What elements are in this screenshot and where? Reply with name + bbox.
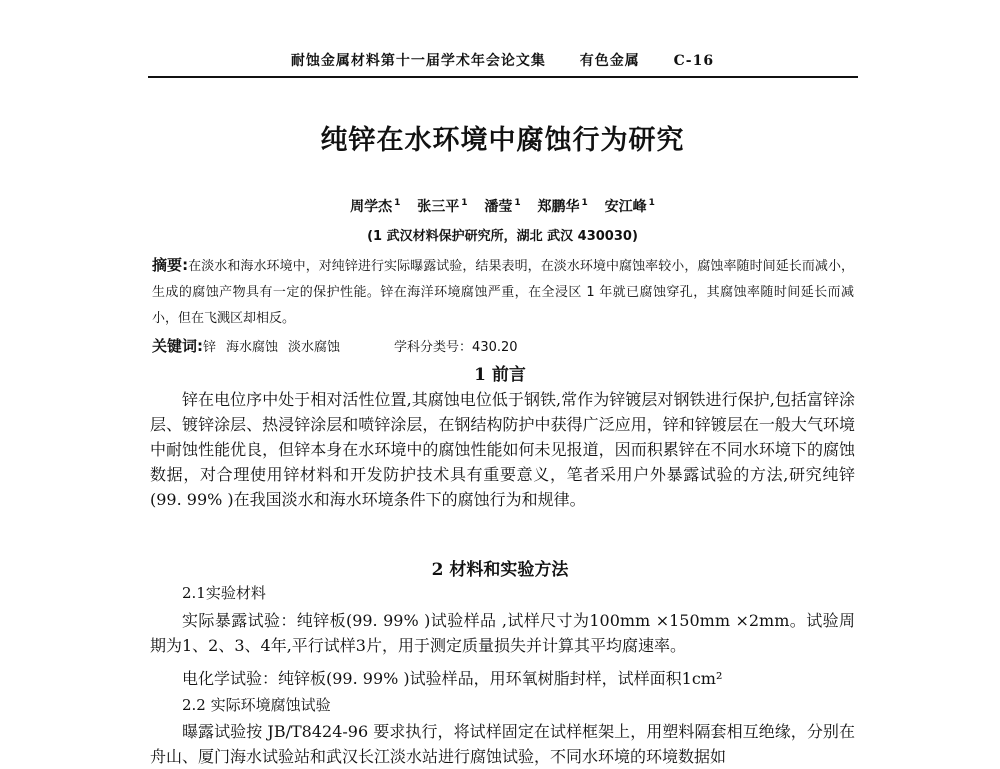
intro-paragraph: 锌在电位序中处于相对活性位置,其腐蚀电位低于钢铁,常作为锌镀层对钢铁进行保护,包括富锌涂层、镀锌涂层、热浸锌涂层和喷锌涂层，在钢结构防护中获得广泛应用，锌和锌镀层在一般大气环境中耐蚀性能优良，但锌本身在水环境中的腐蚀性能如何未见报道，因而积累锌在不同水环境下的腐蚀数据，对合理使用锌材料和开发防护技术具有重要意义，笔者采用户外暴露试验的方法,研究纯锌(99. 99% )在我国淡水和海水环境条件下的腐蚀行为和规律。 — [150, 390, 855, 509]
subsection-heading-field-test: 2.2 实际环境腐蚀试验 — [182, 696, 331, 714]
field-test-paragraph: 曝露试验按 JB/T8424-96 要求执行，将试样固定在试样框架上，用塑料隔套相互绝缘，分别在舟山、厦门海水试验站和武汉长江淡水站进行腐蚀试验，不同水环境的环境数据如 — [150, 722, 855, 766]
page-code: C-16 — [673, 53, 715, 69]
abstract-label: 摘要: — [152, 256, 189, 274]
keyword: 淡水腐蚀 — [288, 340, 341, 355]
paper-title: 纯锌在水环境中腐蚀行为研究 — [320, 125, 685, 156]
running-header — [150, 50, 855, 70]
abstract-text: 在淡水和海水环境中，对纯锌进行实际曝露试验，结果表明，在淡水环境中腐蚀率较小，腐蚀率随时间延长而减小，生成的腐蚀产物具有一定的保护性能。锌在海洋环境腐蚀严重，在全浸区 1 年就已腐蚀穿孔，其腐蚀率随时间延长而减小，但在飞溅区却相反。 — [152, 259, 854, 326]
journal-name: 耐蚀金属材料第十一届学术年会论文集 — [290, 53, 546, 69]
affiliation: (1 武汉材料保护研究所，湖北 武汉 430030) — [367, 229, 638, 244]
author: 潘莹 $^1$ — [484, 198, 521, 215]
author: 张三平 $^1$ — [417, 198, 468, 215]
keyword: 海水腐蚀 — [226, 340, 279, 355]
author: 周学杰 $^1$ — [350, 198, 401, 215]
author: 郑鹏华 $^1$ — [537, 198, 588, 215]
keywords — [152, 335, 854, 356]
keyword: 锌 — [203, 340, 217, 355]
section-heading-intro: 1 前言 — [474, 365, 526, 385]
abstract — [152, 252, 854, 332]
author: 安江峰 $^1$ — [604, 198, 655, 215]
author-list — [150, 196, 855, 216]
keywords-label: 关键词: — [152, 337, 203, 355]
section-heading-methods: 2 材料和实验方法 — [431, 560, 569, 580]
electrochem-paragraph: 电化学试验：纯锌板(99. 99% )试验样品，用环氧树脂封样，试样面积1cm² — [182, 669, 723, 688]
classification-number: 学科分类号：430.20 — [394, 340, 518, 355]
subsection-heading-materials: 2.1实验材料 — [182, 584, 266, 602]
category-label: 有色金属 — [579, 53, 640, 69]
header-rule — [148, 76, 858, 78]
exposure-paragraph: 实际暴露试验：纯锌板(99. 99% )试验样品 ,试样尺寸为100mm ×150mm ×2mm。试验周期为1、2、3、4年,平行试样3片，用于测定质量损失并计算其平均腐速率。 — [150, 611, 855, 655]
